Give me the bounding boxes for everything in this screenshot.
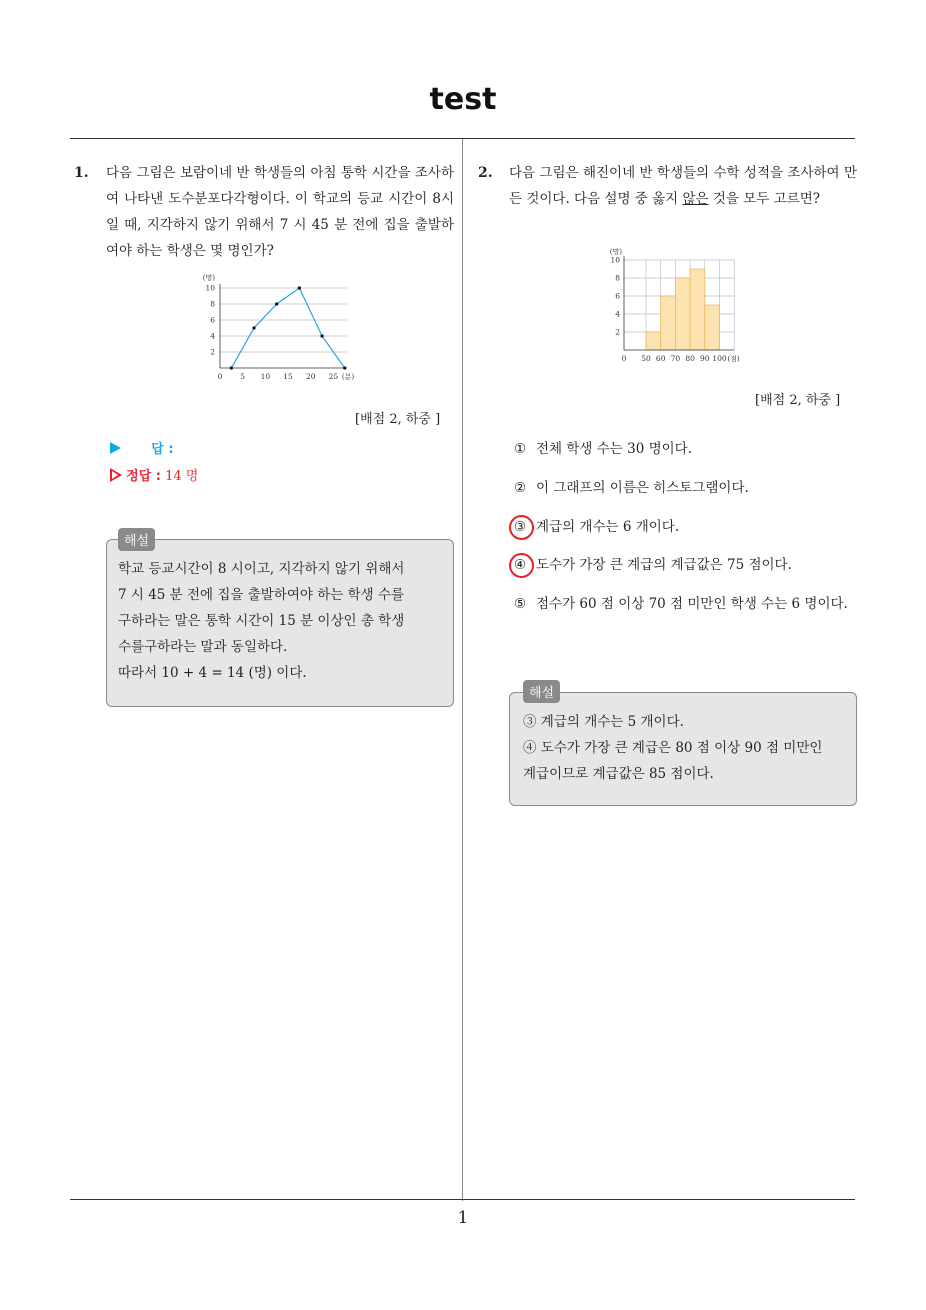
x-tick-label: 80 bbox=[685, 354, 695, 363]
x-tick-label: 0 bbox=[621, 354, 627, 363]
explanation-tag-1: 해설 bbox=[118, 528, 155, 551]
page-title: test bbox=[429, 82, 497, 117]
explanation-line: 구하라는 말은 통학 시간이 15 분 이상인 총 학생 bbox=[118, 613, 405, 629]
x-axis-unit: (분) bbox=[341, 373, 355, 381]
correct-answer-row bbox=[110, 465, 198, 484]
question-2-number: 2. bbox=[478, 165, 493, 181]
data-point bbox=[230, 366, 233, 369]
y-tick-label: 10 bbox=[610, 255, 620, 265]
option-4[interactable] bbox=[514, 552, 854, 578]
answer-row bbox=[110, 438, 174, 457]
data-point bbox=[320, 334, 323, 337]
data-point bbox=[343, 366, 346, 369]
x-tick-label: 25 bbox=[328, 372, 339, 381]
question-2-text-a: 다음 그림은 해진이네 반 학생들의 수학 성적을 조사하여 만든 것이다. 다음 설명 중 옳지 bbox=[509, 165, 857, 207]
x-tick-label: 15 bbox=[283, 372, 293, 381]
question-1-number: 1. bbox=[74, 165, 89, 181]
y-axis-unit: (명) bbox=[202, 274, 215, 282]
option-marker: ① bbox=[514, 441, 527, 457]
data-point bbox=[275, 302, 278, 305]
histogram-chart bbox=[600, 244, 772, 366]
question-1-score: [배점 2, 하중 ] bbox=[355, 412, 441, 427]
x-tick-label: 60 bbox=[655, 354, 666, 363]
x-axis-unit: (점) bbox=[727, 355, 740, 363]
question-2-score: [배점 2, 하중 ] bbox=[755, 393, 841, 408]
x-tick-label: 90 bbox=[700, 354, 710, 363]
question-1-text: 다음 그림은 보람이네 반 학생들의 아침 통학 시간을 조사하여 나타낸 도수분포다각형이다. 이 학교의 등교 시간이 8시 일 때, 지각하지 않기 위해서 7 시 45 분 전에 집을 출발하여야 하는 학생은 몇 명인가? bbox=[106, 165, 454, 259]
data-point bbox=[298, 286, 301, 289]
explanation-line: 따라서 10 + 4 = 14 (명) 이다. bbox=[118, 665, 307, 681]
histogram-bar bbox=[646, 332, 661, 350]
x-tick-label: 10 bbox=[260, 372, 271, 381]
explanation-line: 수를구하라는 말과 동일하다. bbox=[118, 639, 288, 655]
y-tick-label: 4 bbox=[210, 331, 215, 341]
series-line bbox=[231, 288, 344, 368]
explanation-line: 학교 등교시간이 8 시이고, 지각하지 않기 위해서 bbox=[118, 561, 405, 577]
triangle-outline-icon bbox=[110, 468, 122, 482]
footer-rule bbox=[70, 1199, 855, 1200]
y-tick-label: 8 bbox=[210, 299, 215, 309]
frequency-polygon-chart bbox=[198, 270, 360, 386]
histogram-bar bbox=[661, 296, 676, 350]
option-text: 전체 학생 수는 30 명이다. bbox=[536, 441, 693, 457]
explanation-2-text bbox=[523, 709, 853, 787]
column-divider bbox=[462, 139, 463, 1201]
histogram-bar bbox=[705, 305, 720, 350]
x-tick-label: 50 bbox=[641, 354, 651, 363]
option-marker: ② bbox=[514, 480, 527, 496]
explanation-box-1 bbox=[106, 539, 454, 707]
option-marker: ③ bbox=[514, 519, 527, 535]
y-tick-label: 8 bbox=[615, 273, 620, 283]
selected-circle-marker bbox=[509, 553, 534, 578]
question-2-text bbox=[509, 160, 857, 212]
y-tick-label: 6 bbox=[210, 315, 215, 325]
selected-circle-marker bbox=[509, 515, 534, 540]
option-marker: ④ bbox=[514, 557, 527, 573]
y-axis-unit: (명) bbox=[609, 248, 622, 256]
explanation-line: ③ 계급의 개수는 5 개이다. bbox=[523, 714, 684, 730]
play-icon bbox=[110, 442, 121, 454]
question-2-text-b: 것을 모두 고르면? bbox=[708, 191, 820, 207]
explanation-tag-2: 해설 bbox=[523, 680, 560, 703]
x-tick-label: 100 bbox=[712, 354, 727, 363]
option-text: 이 그래프의 이름은 히스토그램이다. bbox=[536, 480, 749, 496]
option-text: 도수가 가장 큰 계급의 계급값은 75 점이다. bbox=[536, 557, 792, 573]
explanation-line: ④ 도수가 가장 큰 계급은 80 점 이상 90 점 미만인 bbox=[523, 740, 823, 756]
x-tick-label: 20 bbox=[305, 372, 316, 381]
answer-label: 답 : bbox=[151, 442, 174, 457]
histogram-bar bbox=[675, 278, 690, 350]
y-tick-label: 6 bbox=[615, 291, 620, 301]
page-number: 1 bbox=[457, 1208, 469, 1228]
y-tick-label: 10 bbox=[205, 283, 215, 293]
question-2-underlined: 않은 bbox=[682, 191, 709, 207]
explanation-box-2 bbox=[509, 692, 857, 806]
y-tick-label: 2 bbox=[615, 327, 620, 337]
option-5[interactable] bbox=[514, 591, 850, 617]
x-tick-label: 70 bbox=[670, 354, 681, 363]
data-point bbox=[252, 326, 255, 329]
option-1[interactable] bbox=[514, 436, 854, 462]
x-tick-label: 0 bbox=[217, 372, 223, 381]
correct-answer-label: 정답 : bbox=[126, 469, 161, 484]
option-text: 점수가 60 점 이상 70 점 미만인 학생 수는 6 명이다. bbox=[536, 596, 848, 612]
option-3[interactable] bbox=[514, 514, 854, 540]
y-tick-label: 2 bbox=[210, 347, 215, 357]
option-2[interactable] bbox=[514, 475, 854, 501]
histogram-bar bbox=[690, 269, 705, 350]
explanation-1-text bbox=[118, 556, 448, 686]
y-tick-label: 4 bbox=[615, 309, 620, 319]
option-text: 계급의 개수는 6 개이다. bbox=[536, 519, 680, 535]
explanation-line: 7 시 45 분 전에 집을 출발하여야 하는 학생 수를 bbox=[118, 587, 405, 603]
x-tick-label: 5 bbox=[240, 372, 246, 381]
explanation-line: 계급이므로 계급값은 85 점이다. bbox=[523, 766, 714, 782]
option-marker: ⑤ bbox=[514, 596, 527, 612]
correct-answer-value: 14 명 bbox=[165, 469, 199, 484]
